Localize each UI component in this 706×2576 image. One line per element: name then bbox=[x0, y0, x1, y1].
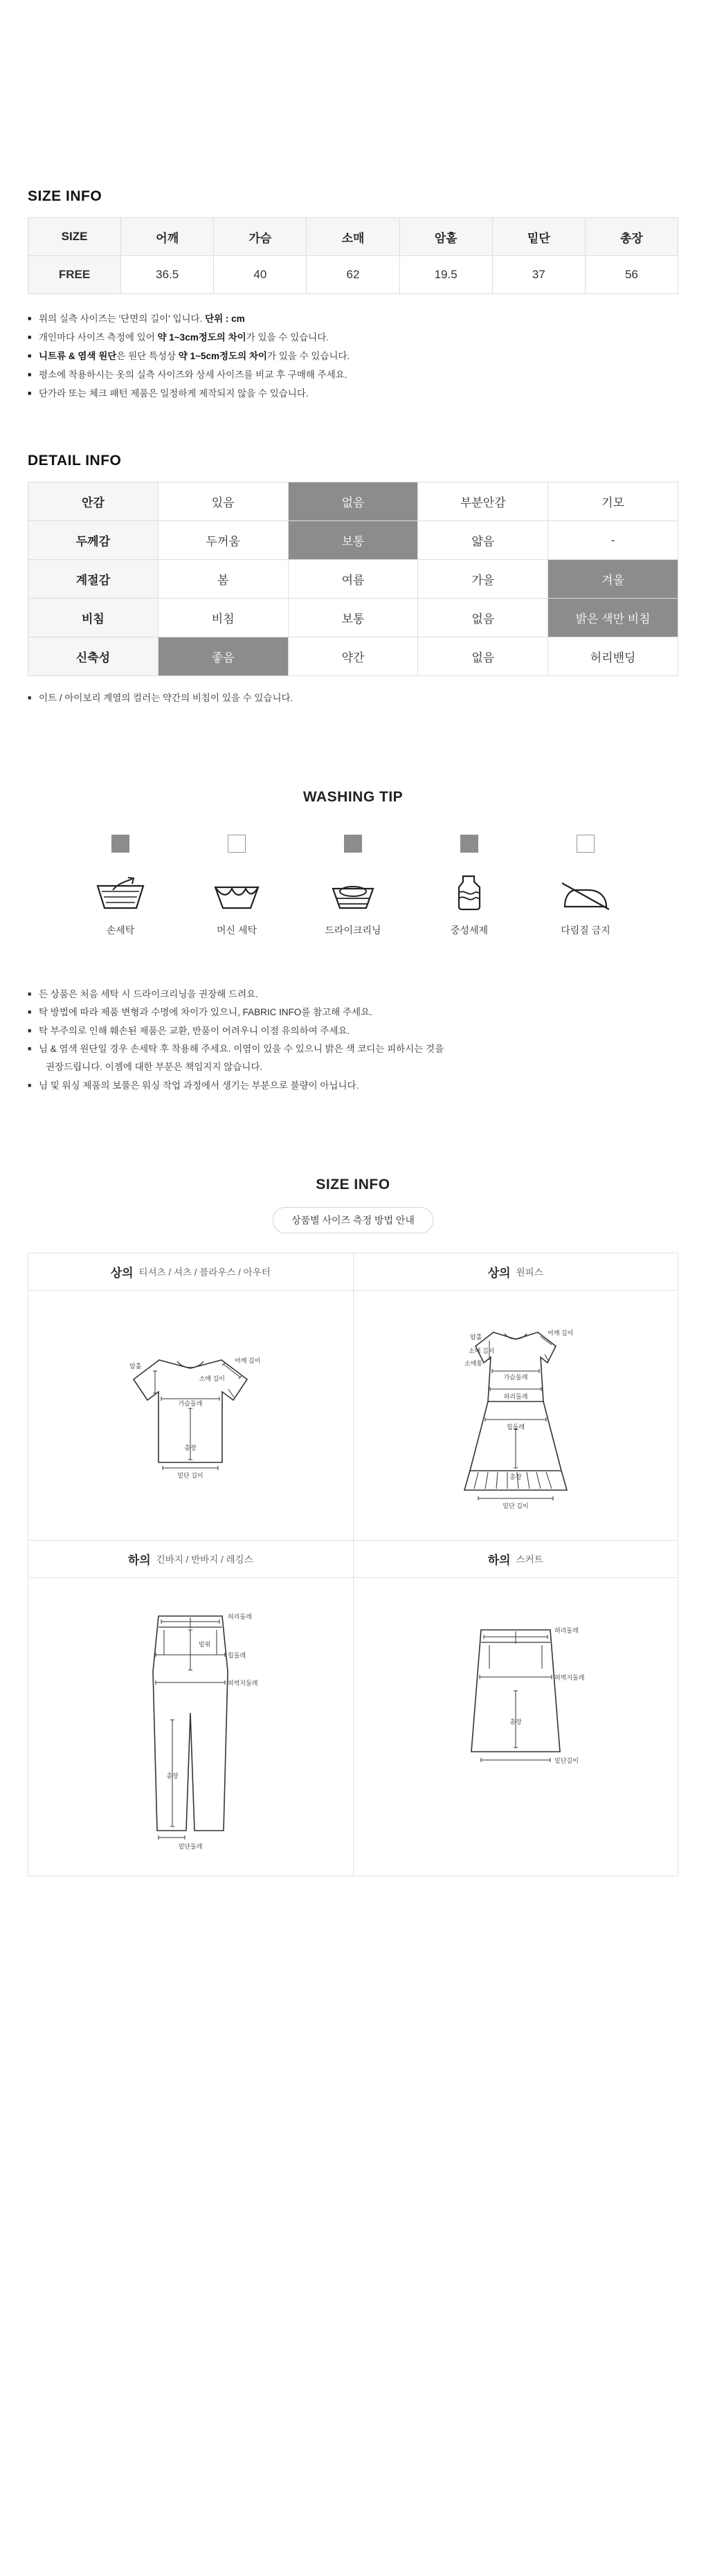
guide-sub: 긴바지 / 반바지 / 레깅스 bbox=[156, 1554, 253, 1566]
size-info-table bbox=[28, 217, 678, 294]
guide-head bbox=[28, 1253, 353, 1291]
guide-cell-top-tshirt bbox=[28, 1253, 354, 1541]
diagram-label: 소매통 bbox=[464, 1359, 482, 1367]
machine-wash-chip bbox=[228, 835, 246, 853]
guide-head bbox=[28, 1541, 353, 1578]
washing-item-no-iron bbox=[544, 835, 627, 937]
guide-sub: 티셔츠 / 셔츠 / 블라우스 / 아우터 bbox=[138, 1267, 271, 1278]
washing-note: ■ 탁 방법에 따라 제품 변형과 수명에 차이가 있으니, FABRIC INFO를 참고해 주세요. bbox=[28, 1004, 678, 1022]
size-guide-section bbox=[0, 1177, 706, 1876]
diagram-label: 암홀 bbox=[469, 1333, 482, 1341]
size-info-col-size: SIZE bbox=[28, 218, 121, 256]
guide-cell-bottom-pants bbox=[28, 1541, 354, 1876]
size-info-note: ■ 단가라 또는 체크 패턴 제품은 일정하게 제작되지 않을 수 있습니다. bbox=[28, 384, 678, 403]
detail-option: 없음 bbox=[418, 637, 548, 676]
skirt-measure-diagram bbox=[354, 1578, 678, 1876]
guide-category: 하의 bbox=[127, 1553, 151, 1567]
detail-option: 두꺼움 bbox=[158, 521, 288, 560]
detail-option: 기모 bbox=[548, 482, 678, 521]
top-spacer bbox=[0, 0, 706, 188]
guide-sub: 원피스 bbox=[516, 1267, 543, 1278]
diagram-label: 힙둘레 bbox=[228, 1651, 246, 1659]
detail-info-section bbox=[0, 453, 706, 707]
diagram-label: 밑위 bbox=[199, 1640, 211, 1648]
hand-wash-icon bbox=[95, 871, 146, 912]
detail-info-table bbox=[28, 482, 678, 676]
diagram-label: 어깨 길이 bbox=[547, 1329, 574, 1336]
diagram-label: 가슴둘레 bbox=[178, 1399, 203, 1407]
washing-item-detergent bbox=[428, 835, 511, 937]
diagram-label: 힙둘레 bbox=[506, 1423, 525, 1431]
size-info-note: ■ 니트류 & 염색 원단은 원단 특성상 약 1~5cm정도의 차이가 있을 수 있습니다. bbox=[28, 347, 678, 365]
washing-tip-section bbox=[0, 789, 706, 1095]
size-guide-grid bbox=[28, 1253, 678, 1876]
guide-category: 상의 bbox=[487, 1266, 511, 1280]
size-info-col-shoulder: 어깨 bbox=[121, 218, 214, 256]
size-info-col-chest: 가슴 bbox=[214, 218, 307, 256]
table-row bbox=[28, 521, 678, 560]
detergent-icon bbox=[451, 871, 488, 912]
detail-option-selected: 좋음 bbox=[158, 637, 288, 676]
size-info-note: ■ 평소에 착용하시는 옷의 실측 사이즈와 상세 사이즈를 비교 후 구매해 주세요. bbox=[28, 365, 678, 384]
detail-option: 약간 bbox=[288, 637, 418, 676]
size-info-value-hem: 37 bbox=[492, 256, 585, 294]
size-info-header-row bbox=[28, 218, 678, 256]
diagram-label: 허리둘레 bbox=[228, 1613, 253, 1620]
detail-option: 허리밴딩 bbox=[548, 637, 678, 676]
detail-option-selected: 없음 bbox=[288, 482, 418, 521]
diagram-label: 총장 bbox=[509, 1473, 522, 1480]
diagram-label: 총장 bbox=[166, 1772, 179, 1779]
size-info-value-armhole: 19.5 bbox=[399, 256, 492, 294]
detail-option: 가을 bbox=[418, 560, 548, 599]
detail-option: 얇음 bbox=[418, 521, 548, 560]
guide-sub: 스커트 bbox=[516, 1554, 543, 1566]
diagram-label: 소매 길이 bbox=[468, 1347, 495, 1354]
washing-item-dry-clean bbox=[311, 835, 395, 937]
detail-row-label: 신축성 bbox=[28, 637, 159, 676]
washing-item-machine-wash bbox=[195, 835, 278, 937]
size-info-value-chest: 40 bbox=[214, 256, 307, 294]
size-info-col-armhole: 암홀 bbox=[399, 218, 492, 256]
detail-option: 있음 bbox=[158, 482, 288, 521]
size-guide-title: SIZE INFO bbox=[316, 1176, 390, 1192]
washing-item-label: 드라이크리닝 bbox=[325, 925, 381, 936]
tshirt-measure-diagram bbox=[28, 1291, 353, 1540]
washing-item-label: 중성세제 bbox=[450, 925, 489, 936]
diagram-label: 소매 길이 bbox=[199, 1375, 226, 1382]
detail-info-note: ■ 이트 / 아이보리 계열의 컬러는 약간의 비침이 있을 수 있습니다. bbox=[28, 689, 678, 707]
detail-row-label: 안감 bbox=[28, 482, 159, 521]
detail-option: 없음 bbox=[418, 599, 548, 637]
detail-row-label: 계절감 bbox=[28, 560, 159, 599]
detergent-chip bbox=[460, 835, 478, 853]
detail-option: 보통 bbox=[288, 599, 418, 637]
washing-item-label: 다림질 금지 bbox=[561, 925, 610, 936]
diagram-label: 총장 bbox=[184, 1444, 197, 1451]
detail-option: 비침 bbox=[158, 599, 288, 637]
detail-option: 여름 bbox=[288, 560, 418, 599]
detail-option-selected: 보통 bbox=[288, 521, 418, 560]
detail-row-label: 두께감 bbox=[28, 521, 159, 560]
diagram-label: 밑단 길이 bbox=[503, 1502, 529, 1509]
guide-head bbox=[354, 1541, 678, 1578]
washing-note-continued: 권장드립니다. 이젬에 대한 부분은 책임지지 않습니다. bbox=[46, 1062, 263, 1073]
diagram-label: 어깨 길이 bbox=[235, 1357, 261, 1364]
machine-wash-icon bbox=[211, 871, 262, 912]
diagram-label: 밑단둘레 bbox=[178, 1842, 203, 1850]
diagram-label: 허벅지둘레 bbox=[554, 1674, 585, 1681]
detail-option: 부분안감 bbox=[418, 482, 548, 521]
washing-icon-row bbox=[28, 835, 678, 937]
detail-option-selected: 겨울 bbox=[548, 560, 678, 599]
dress-measure-diagram bbox=[354, 1291, 678, 1540]
diagram-label: 암홀 bbox=[129, 1362, 142, 1370]
detail-info-title: DETAIL INFO bbox=[28, 453, 122, 469]
washing-item-label: 손세탁 bbox=[106, 925, 135, 936]
size-info-title: SIZE INFO bbox=[28, 188, 102, 204]
bottom-spacer bbox=[0, 1876, 706, 1918]
washing-tip-title: WASHING TIP bbox=[302, 789, 404, 805]
table-row bbox=[28, 256, 678, 294]
guide-cell-top-dress bbox=[354, 1253, 679, 1541]
size-info-notes bbox=[28, 309, 678, 403]
table-row bbox=[28, 637, 678, 676]
diagram-label: 허리둘레 bbox=[554, 1626, 579, 1634]
size-info-col-sleeve: 소매 bbox=[307, 218, 399, 256]
washing-note: ■ 님 & 염색 원단일 경우 손세탁 후 착용해 주세요. 이염이 있을 수 있으니 밝은 색 코디는 피하시는 것을 bbox=[28, 1040, 678, 1058]
diagram-label: 허벅지둘레 bbox=[228, 1679, 258, 1687]
detail-option-selected: 밝은 색만 비침 bbox=[548, 599, 678, 637]
diagram-label: 총장 bbox=[509, 1718, 522, 1725]
size-info-value-sleeve: 62 bbox=[307, 256, 399, 294]
size-guide-pill: 상품별 사이즈 측정 방법 안내 bbox=[273, 1207, 433, 1233]
size-info-col-hem: 밑단 bbox=[492, 218, 585, 256]
size-info-note: ■ 위의 실측 사이즈는 '단면의 길이' 입니다. 단위 : cm bbox=[28, 309, 678, 328]
guide-head bbox=[354, 1253, 678, 1291]
diagram-label: 밑단 길이 bbox=[177, 1471, 203, 1479]
washing-notes bbox=[28, 986, 678, 1095]
table-row bbox=[28, 599, 678, 637]
no-iron-chip bbox=[577, 835, 595, 853]
table-row bbox=[28, 560, 678, 599]
dry-clean-chip bbox=[344, 835, 362, 853]
washing-note: ■ 든 상품은 처음 세탁 시 드라이크리닝을 권장해 드려요. bbox=[28, 986, 678, 1004]
size-info-value-shoulder: 36.5 bbox=[121, 256, 214, 294]
washing-note: ■ 님 및 워싱 제품의 보풀은 워싱 작업 과정에서 생기는 부분으로 불량이 아닙니다. bbox=[28, 1077, 678, 1095]
pants-measure-diagram bbox=[28, 1578, 353, 1876]
washing-item-hand-wash bbox=[79, 835, 162, 937]
diagram-label: 밑단길이 bbox=[554, 1757, 579, 1764]
dry-clean-icon bbox=[327, 871, 379, 912]
guide-category: 하의 bbox=[487, 1553, 511, 1567]
size-info-note: ■ 개인마다 사이즈 측정에 있어 약 1~3cm정도의 차이가 있을 수 있습니다. bbox=[28, 328, 678, 347]
table-row bbox=[28, 482, 678, 521]
diagram-label: 허리둘레 bbox=[503, 1393, 528, 1400]
diagram-label: 가슴둘레 bbox=[503, 1373, 528, 1381]
hand-wash-chip bbox=[111, 835, 129, 853]
size-info-row-label: FREE bbox=[28, 256, 121, 294]
washing-note: ■ 탁 부주의로 인해 훼손된 제품은 교환, 반품이 어려우니 이점 유의하여 주세요. bbox=[28, 1022, 678, 1040]
no-iron-icon bbox=[559, 871, 612, 912]
size-info-section bbox=[0, 188, 706, 403]
size-info-value-length: 56 bbox=[585, 256, 678, 294]
size-info-col-length: 총장 bbox=[585, 218, 678, 256]
detail-option: 봄 bbox=[158, 560, 288, 599]
guide-category: 상의 bbox=[110, 1266, 134, 1280]
guide-cell-bottom-skirt bbox=[354, 1541, 679, 1876]
washing-item-label: 머신 세탁 bbox=[217, 925, 257, 936]
detail-row-label: 비침 bbox=[28, 599, 159, 637]
detail-option: - bbox=[548, 521, 678, 560]
